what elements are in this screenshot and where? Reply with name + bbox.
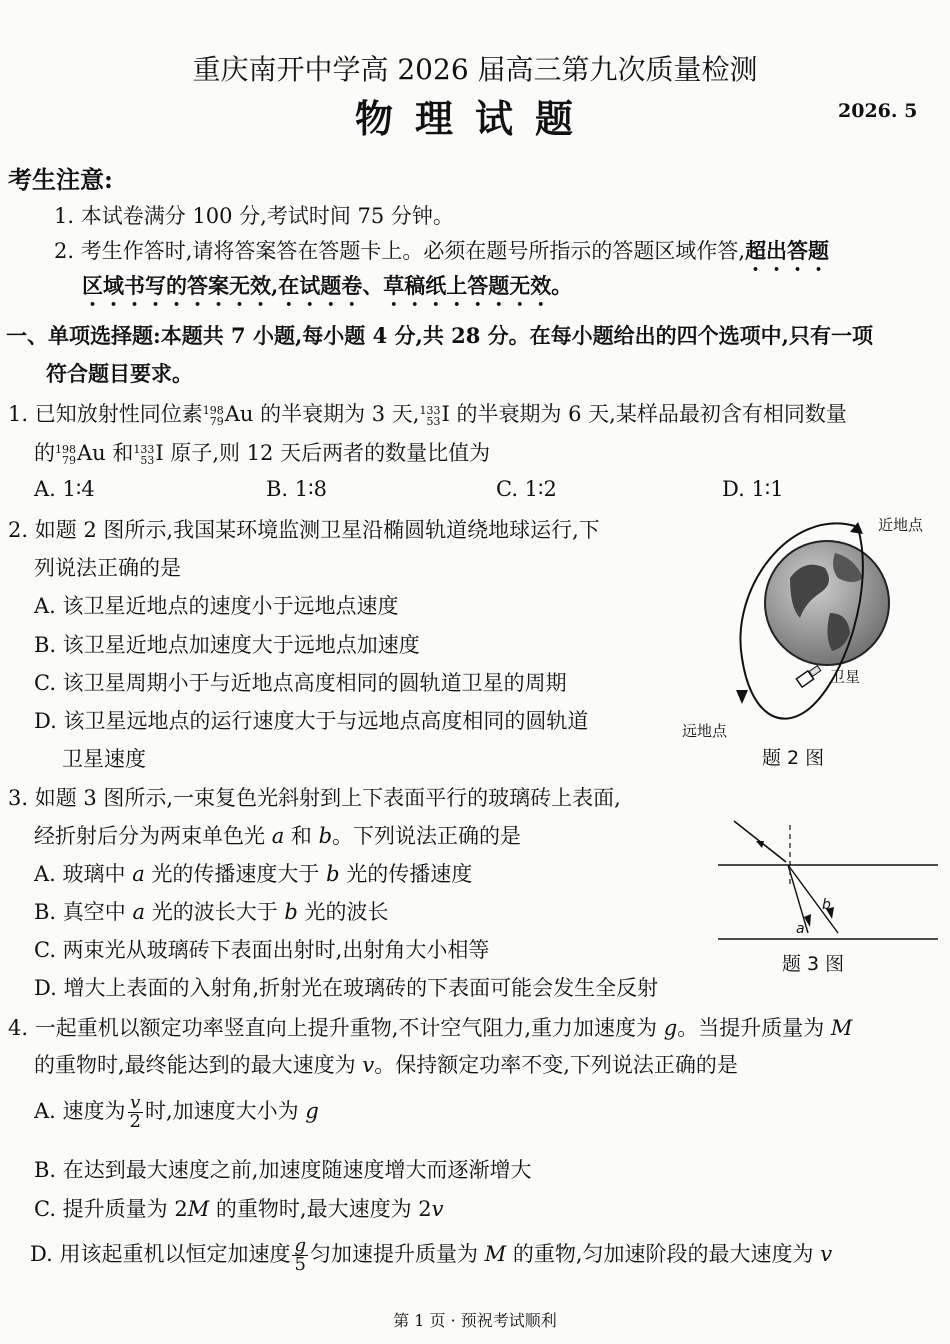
q1-option-c: C. 1∶2 xyxy=(496,477,557,501)
fraction-g-over-5: $\frac{g}{5}$ xyxy=(294,1235,306,1275)
notice-heading: 考生注意: xyxy=(8,165,113,194)
q1-option-b: B. 1∶8 xyxy=(266,477,327,501)
q3-option-d: D. 增大上表面的入射角,折射光在玻璃砖的下表面可能会发生全反射 xyxy=(34,976,659,1000)
q4-stem: 4. 一起重机以额定功率竖直向上提升重物,不计空气阻力,重力加速度为 g。当提升质量为 M xyxy=(8,1016,853,1040)
section-heading-cont: 符合题目要求。 xyxy=(46,361,193,386)
q2-stem-cont: 列说法正确的是 xyxy=(34,556,181,580)
q2-option-d-cont: 卫星速度 xyxy=(62,747,146,771)
i-nuclide-index: 133 53 xyxy=(419,403,441,428)
q3-option-c: C. 两束光从玻璃砖下表面出射时,出射角大小相等 xyxy=(34,938,490,962)
fig3-caption: 题 3 图 xyxy=(782,953,845,975)
exam-title: 重庆南开中学高 2026 届高三第九次质量检测 xyxy=(192,53,758,86)
fraction-v-over-2: $\frac{v}{2}$ xyxy=(129,1092,141,1132)
notice-item-2-cont: 区域书写的答案无效,在试题卷、草稿纸上答题无效。 xyxy=(82,273,573,298)
q4-option-c: C. 提升质量为 2M 的重物时,最大速度为 2v xyxy=(34,1197,444,1221)
q2-option-b: B. 该卫星近地点加速度大于远地点加速度 xyxy=(34,633,420,657)
q4-stem-cont: 的重物时,最终能达到的最大速度为 v。保持额定功率不变,下列说法正确的是 xyxy=(34,1053,738,1077)
earth-globe xyxy=(765,541,889,665)
q1-option-d: D. 1∶1 xyxy=(722,477,784,501)
subject-title: 物理试题 xyxy=(354,96,595,141)
notice-item-1: 1. 本试卷满分 100 分,考试时间 75 分钟。 xyxy=(54,204,454,228)
page-footer: 第 1 页 · 预祝考试顺利 xyxy=(393,1311,557,1330)
fig2-caption: 题 2 图 xyxy=(762,747,825,769)
label-b: b xyxy=(822,897,831,913)
q1-stem-cont: 的 198 79 Au 和 133 53 I 原子,则 12 天后两者的数量比值为 xyxy=(34,441,491,467)
q2-option-d: D. 该卫星远地点的运行速度大于与远地点高度相同的圆轨道 xyxy=(34,709,589,733)
satellite-icon xyxy=(796,666,820,687)
q3-stem-cont: 经折射后分为两束单色光 a 和 b。下列说法正确的是 xyxy=(34,824,522,848)
q4-option-d: D. 用该起重机以恒定加速度 $\frac{g}{5}$ 匀加速提升质量为 M 的重物,匀加速阶段的最大速度为 v xyxy=(30,1235,833,1275)
q3-stem: 3. 如题 3 图所示,一束复色光斜射到上下表面平行的玻璃砖上表面, xyxy=(8,786,621,810)
q1-option-a: A. 1∶4 xyxy=(34,477,95,501)
satellite-orbit-figure xyxy=(670,508,945,778)
notice-item-2: 2. 考生作答时,请将答案答在答题卡上。必须在题号所指示的答题区域作答,超出答题 xyxy=(54,238,830,263)
label-apogee: 远地点 xyxy=(682,722,728,740)
exam-date: 2026. 5 xyxy=(838,100,918,122)
q2-option-a: A. 该卫星近地点的速度小于远地点速度 xyxy=(34,594,399,618)
q3-option-a: A. 玻璃中 a 光的传播速度大于 b 光的传播速度 xyxy=(34,862,473,886)
label-perigee: 近地点 xyxy=(878,516,924,534)
section-heading: 一、单项选择题:本题共 7 小题,每小题 4 分,共 28 分。在每小题给出的四个选项中,只有一项 xyxy=(6,323,873,348)
q2-stem: 2. 如题 2 图所示,我国某环境监测卫星沿椭圆轨道绕地球运行,下 xyxy=(8,518,600,542)
q4-option-a: A. 速度为 $\frac{v}{2}$ 时,加速度大小为 g xyxy=(34,1092,319,1132)
glass-brick-figure xyxy=(716,815,941,980)
q2-option-c: C. 该卫星周期小于与近地点高度相同的圆轨道卫星的周期 xyxy=(34,671,567,695)
q3-option-b: B. 真空中 a 光的波长大于 b 光的波长 xyxy=(34,900,389,924)
q1-stem: 1. 已知放射性同位素 198 79 Au 的半衰期为 3 天, 133 53 I 的半衰期为 6 天,某样品最初含有相同数量 xyxy=(8,402,847,428)
q4-option-b: B. 在达到最大速度之前,加速度随速度增大而逐渐增大 xyxy=(34,1158,532,1182)
label-a: a xyxy=(796,921,805,937)
label-satellite: 卫星 xyxy=(830,668,861,686)
au-nuclide-index: 198 79 xyxy=(202,403,224,428)
